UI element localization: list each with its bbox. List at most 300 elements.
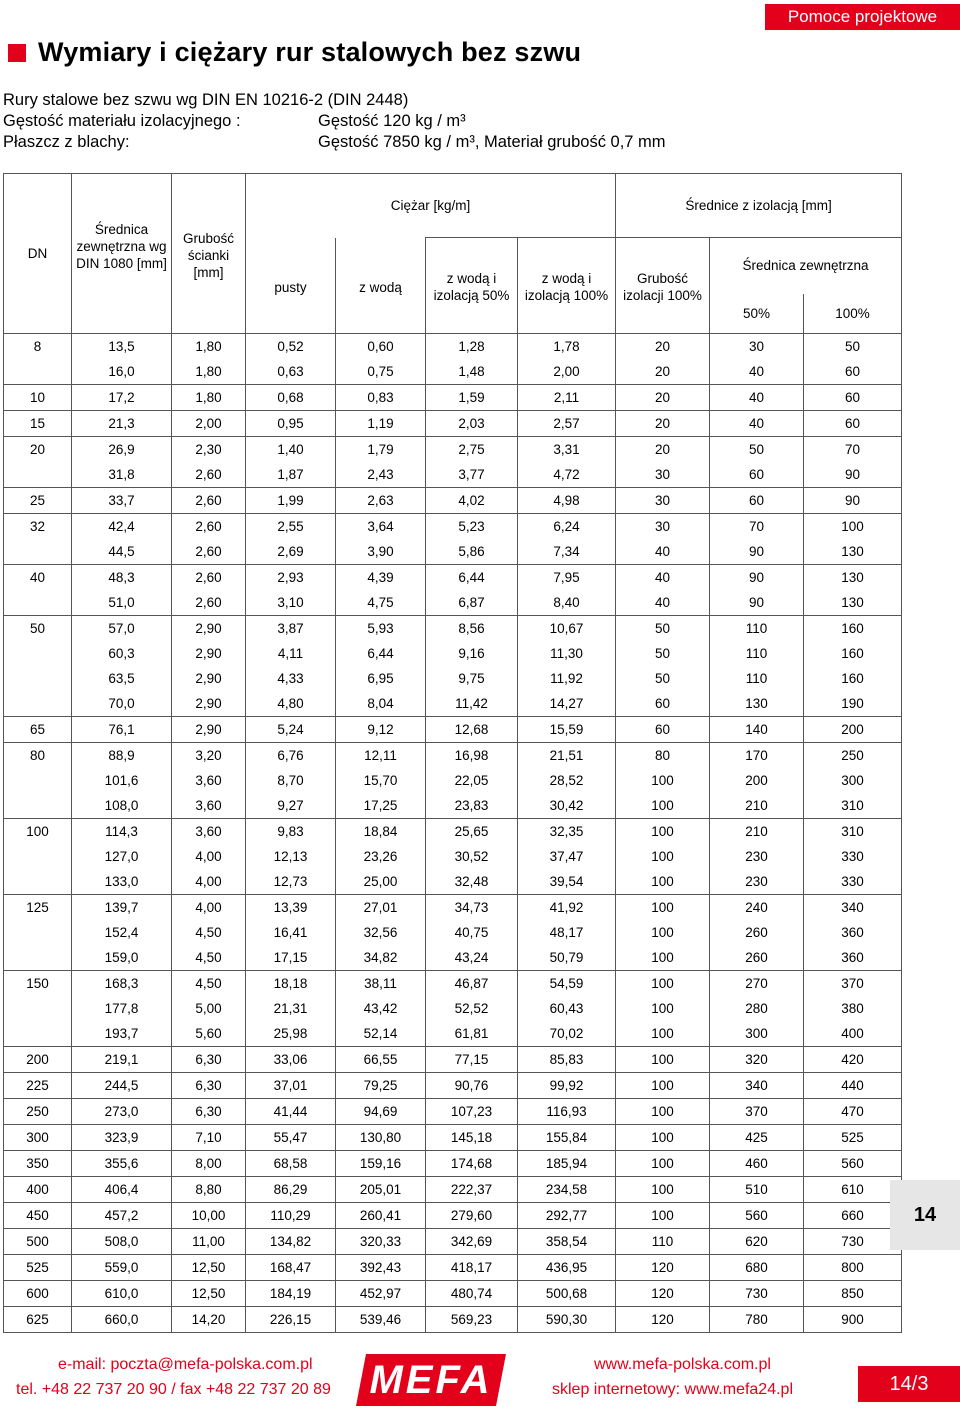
- table-cell: 2,63: [336, 488, 426, 514]
- table-cell: 1,80: [172, 385, 246, 411]
- table-cell: 25,65: [426, 819, 518, 845]
- table-cell: 16,98: [426, 743, 518, 769]
- table-cell: 559,0: [72, 1255, 172, 1281]
- intro-text: [3, 90, 666, 153]
- table-cell: [4, 462, 72, 488]
- table-cell: 620: [710, 1229, 804, 1255]
- table-row: [4, 462, 902, 488]
- table-cell: 436,95: [518, 1255, 616, 1281]
- table-cell: 116,93: [518, 1099, 616, 1125]
- table-cell: 33,06: [246, 1047, 336, 1073]
- table-cell: 310: [804, 793, 902, 819]
- table-cell: 48,3: [72, 565, 172, 591]
- table-cell: 355,6: [72, 1151, 172, 1177]
- intro-row-insulation: [3, 111, 666, 132]
- table-cell: 168,3: [72, 971, 172, 997]
- table-cell: 130: [804, 539, 902, 565]
- table-cell: 340: [804, 895, 902, 921]
- table-cell: 70,02: [518, 1021, 616, 1047]
- table-cell: 70: [804, 437, 902, 463]
- footer-phone: tel. +48 22 737 20 90 / fax +48 22 737 20 89: [16, 1381, 331, 1398]
- table-cell: 250: [4, 1099, 72, 1125]
- table-cell: 61,81: [426, 1021, 518, 1047]
- table-cell: 90: [710, 539, 804, 565]
- table-cell: 660: [804, 1203, 902, 1229]
- table-cell: 11,42: [426, 691, 518, 717]
- table-cell: 470: [804, 1099, 902, 1125]
- table-cell: 0,83: [336, 385, 426, 411]
- table-cell: 50: [616, 666, 710, 691]
- table-row: [4, 1307, 902, 1333]
- table-cell: 5,93: [336, 616, 426, 642]
- table-row: [4, 691, 902, 717]
- table-cell: 23,26: [336, 844, 426, 869]
- table-cell: 20: [616, 385, 710, 411]
- table-cell: 110: [710, 616, 804, 642]
- table-cell: [4, 920, 72, 945]
- table-cell: 66,55: [336, 1047, 426, 1073]
- table-row: [4, 768, 902, 793]
- table-cell: 500,68: [518, 1281, 616, 1307]
- table-cell: 525: [4, 1255, 72, 1281]
- table-row: [4, 616, 902, 642]
- table-cell: 174,68: [426, 1151, 518, 1177]
- table-cell: 370: [804, 971, 902, 997]
- header-water-ins50: z wodą i izolacją 50%: [426, 238, 518, 334]
- table-cell: 590,30: [518, 1307, 616, 1333]
- table-cell: 12,68: [426, 717, 518, 743]
- table-cell: 8,70: [246, 768, 336, 793]
- table-cell: 1,19: [336, 411, 426, 437]
- table-cell: 100: [616, 920, 710, 945]
- table-cell: 100: [616, 1177, 710, 1203]
- table-row: [4, 895, 902, 921]
- table-cell: 2,60: [172, 514, 246, 540]
- table-cell: 79,25: [336, 1073, 426, 1099]
- footer-email[interactable]: e-mail: poczta@mefa-polska.com.pl: [58, 1356, 313, 1373]
- table-cell: 2,60: [172, 590, 246, 616]
- table-row: [4, 334, 902, 360]
- table-cell: 30: [710, 334, 804, 360]
- table-cell: 8,56: [426, 616, 518, 642]
- table-cell: [4, 768, 72, 793]
- table-cell: 6,30: [172, 1073, 246, 1099]
- table-cell: 234,58: [518, 1177, 616, 1203]
- footer-website[interactable]: www.mefa-polska.com.pl: [594, 1356, 771, 1373]
- pipe-dimensions-table: [3, 173, 902, 1333]
- table-cell: 42,4: [72, 514, 172, 540]
- table-cell: 44,5: [72, 539, 172, 565]
- table-cell: 8,80: [172, 1177, 246, 1203]
- table-cell: 60: [710, 462, 804, 488]
- table-cell: 60,3: [72, 641, 172, 666]
- table-cell: 7,95: [518, 565, 616, 591]
- table-cell: 560: [710, 1203, 804, 1229]
- table-cell: 260: [710, 920, 804, 945]
- table-cell: 120: [616, 1307, 710, 1333]
- table-cell: 85,83: [518, 1047, 616, 1073]
- table-cell: 160: [804, 666, 902, 691]
- table-row: [4, 437, 902, 463]
- table-cell: 380: [804, 996, 902, 1021]
- table-cell: 160: [804, 616, 902, 642]
- table-cell: 18,18: [246, 971, 336, 997]
- table-cell: 3,64: [336, 514, 426, 540]
- table-cell: 730: [710, 1281, 804, 1307]
- header-empty: pusty: [246, 238, 336, 334]
- table-cell: 800: [804, 1255, 902, 1281]
- table-cell: 110,29: [246, 1203, 336, 1229]
- table-row: [4, 971, 902, 997]
- table-cell: 32,56: [336, 920, 426, 945]
- table-cell: 101,6: [72, 768, 172, 793]
- table-cell: 185,94: [518, 1151, 616, 1177]
- table-cell: 2,90: [172, 666, 246, 691]
- table-cell: 40: [616, 539, 710, 565]
- table-cell: 43,24: [426, 945, 518, 971]
- table-cell: 100: [616, 971, 710, 997]
- table-cell: [4, 869, 72, 895]
- table-cell: 145,18: [426, 1125, 518, 1151]
- table-cell: 12,50: [172, 1255, 246, 1281]
- table-cell: 4,00: [172, 895, 246, 921]
- table-cell: 60: [804, 411, 902, 437]
- table-cell: 57,0: [72, 616, 172, 642]
- header-50pct: 50%: [710, 294, 804, 334]
- table-cell: 22,05: [426, 768, 518, 793]
- table-cell: 52,14: [336, 1021, 426, 1047]
- table-cell: 5,24: [246, 717, 336, 743]
- table-row: [4, 1099, 902, 1125]
- table-cell: [4, 996, 72, 1021]
- footer-shop[interactable]: sklep internetowy: www.mefa24.pl: [552, 1381, 793, 1398]
- top-bar: [0, 0, 960, 34]
- table-cell: 273,0: [72, 1099, 172, 1125]
- table-cell: 39,54: [518, 869, 616, 895]
- table-cell: 0,95: [246, 411, 336, 437]
- table-cell: 15,59: [518, 717, 616, 743]
- table-cell: 300: [4, 1125, 72, 1151]
- table-cell: 60: [616, 691, 710, 717]
- table-row: [4, 920, 902, 945]
- table-cell: 90: [804, 462, 902, 488]
- table-cell: 222,37: [426, 1177, 518, 1203]
- table-cell: 0,60: [336, 334, 426, 360]
- table-cell: 219,1: [72, 1047, 172, 1073]
- table-cell: 525: [804, 1125, 902, 1151]
- table-cell: 900: [804, 1307, 902, 1333]
- table-row: [4, 1255, 902, 1281]
- table-row: [4, 844, 902, 869]
- table-cell: 107,23: [426, 1099, 518, 1125]
- intro-insulation-value: Gęstość 120 kg / m³: [318, 112, 466, 130]
- table-row: [4, 945, 902, 971]
- table-cell: 100: [616, 793, 710, 819]
- table-cell: 190: [804, 691, 902, 717]
- table-cell: 13,5: [72, 334, 172, 360]
- table-cell: 260,41: [336, 1203, 426, 1229]
- table-cell: 33,7: [72, 488, 172, 514]
- table-cell: 100: [616, 996, 710, 1021]
- table-cell: 100: [4, 819, 72, 845]
- table-cell: 2,93: [246, 565, 336, 591]
- footer-page-number: 14/3: [858, 1366, 960, 1402]
- table-cell: 2,60: [172, 565, 246, 591]
- table-cell: 10: [4, 385, 72, 411]
- table-cell: 10,00: [172, 1203, 246, 1229]
- table-cell: 2,60: [172, 462, 246, 488]
- table-cell: 3,20: [172, 743, 246, 769]
- table-cell: 40,75: [426, 920, 518, 945]
- table-cell: 160: [804, 641, 902, 666]
- table-cell: 100: [804, 514, 902, 540]
- table-row: [4, 996, 902, 1021]
- table-cell: 99,92: [518, 1073, 616, 1099]
- table-cell: 270: [710, 971, 804, 997]
- table-cell: 2,55: [246, 514, 336, 540]
- table-cell: 80: [4, 743, 72, 769]
- table-cell: 4,50: [172, 971, 246, 997]
- table-cell: 90: [710, 590, 804, 616]
- table-row: [4, 565, 902, 591]
- table-cell: 5,86: [426, 539, 518, 565]
- table-cell: 4,00: [172, 869, 246, 895]
- table-cell: 1,28: [426, 334, 518, 360]
- intro-cladding-label: Płaszcz z blachy:: [3, 133, 130, 151]
- table-cell: 392,43: [336, 1255, 426, 1281]
- table-cell: 4,39: [336, 565, 426, 591]
- table-cell: 11,00: [172, 1229, 246, 1255]
- table-cell: 110: [710, 666, 804, 691]
- table-cell: 280: [710, 996, 804, 1021]
- table-cell: 15: [4, 411, 72, 437]
- table-cell: 0,68: [246, 385, 336, 411]
- table-cell: 780: [710, 1307, 804, 1333]
- side-page-number: 14: [890, 1180, 960, 1250]
- table-cell: 200: [710, 768, 804, 793]
- table-cell: 152,4: [72, 920, 172, 945]
- table-cell: 20: [616, 334, 710, 360]
- table-cell: 4,72: [518, 462, 616, 488]
- table-cell: 4,50: [172, 945, 246, 971]
- table-cell: 244,5: [72, 1073, 172, 1099]
- table-cell: 130: [804, 565, 902, 591]
- table-cell: 418,17: [426, 1255, 518, 1281]
- table-cell: 457,2: [72, 1203, 172, 1229]
- table-cell: 420: [804, 1047, 902, 1073]
- table-cell: 250: [804, 743, 902, 769]
- table-cell: [4, 590, 72, 616]
- table-cell: 15,70: [336, 768, 426, 793]
- table-cell: 6,30: [172, 1047, 246, 1073]
- table-cell: 200: [4, 1047, 72, 1073]
- table-cell: 8,04: [336, 691, 426, 717]
- table-cell: 6,30: [172, 1099, 246, 1125]
- table-cell: 539,46: [336, 1307, 426, 1333]
- table-cell: 1,87: [246, 462, 336, 488]
- table-cell: 510: [710, 1177, 804, 1203]
- table-row: [4, 1125, 902, 1151]
- footer: [0, 1350, 960, 1414]
- table-cell: 60: [710, 488, 804, 514]
- table-cell: 40: [616, 565, 710, 591]
- table-cell: 342,69: [426, 1229, 518, 1255]
- table-row: [4, 1203, 902, 1229]
- table-cell: 16,41: [246, 920, 336, 945]
- table-cell: 32,48: [426, 869, 518, 895]
- table-cell: 34,73: [426, 895, 518, 921]
- table-cell: 11,30: [518, 641, 616, 666]
- table-cell: 127,0: [72, 844, 172, 869]
- table-cell: 37,01: [246, 1073, 336, 1099]
- table-cell: 210: [710, 819, 804, 845]
- table-cell: 17,2: [72, 385, 172, 411]
- table-cell: 610,0: [72, 1281, 172, 1307]
- table-cell: 110: [710, 641, 804, 666]
- table-cell: 184,19: [246, 1281, 336, 1307]
- table-cell: 70: [710, 514, 804, 540]
- header-wall-thickness: Grubość ścianki [mm]: [172, 174, 246, 334]
- table-cell: 400: [4, 1177, 72, 1203]
- table-cell: 100: [616, 1099, 710, 1125]
- header-weight-group: Ciężar [kg/m]: [246, 174, 616, 238]
- table-cell: 159,16: [336, 1151, 426, 1177]
- table-cell: 114,3: [72, 819, 172, 845]
- table-cell: 480,74: [426, 1281, 518, 1307]
- table-cell: 2,90: [172, 691, 246, 717]
- header-water-ins100: z wodą i izolacją 100%: [518, 238, 616, 334]
- table-cell: 50,79: [518, 945, 616, 971]
- table-cell: 110: [616, 1229, 710, 1255]
- table-cell: 177,8: [72, 996, 172, 1021]
- table-cell: 1,78: [518, 334, 616, 360]
- table-cell: 300: [710, 1021, 804, 1047]
- table-cell: 25,00: [336, 869, 426, 895]
- table-row: [4, 411, 902, 437]
- table-cell: 4,75: [336, 590, 426, 616]
- table-row: [4, 793, 902, 819]
- table-cell: 310: [804, 819, 902, 845]
- table-cell: 7,34: [518, 539, 616, 565]
- table-cell: 43,42: [336, 996, 426, 1021]
- table-cell: 159,0: [72, 945, 172, 971]
- table-cell: 50: [616, 616, 710, 642]
- table-cell: 330: [804, 844, 902, 869]
- table-cell: 100: [616, 1021, 710, 1047]
- table-cell: 17,25: [336, 793, 426, 819]
- table-cell: 130: [710, 691, 804, 717]
- table-cell: 80: [616, 743, 710, 769]
- table-cell: 30,42: [518, 793, 616, 819]
- mefa-logo: [356, 1354, 506, 1406]
- table-cell: 400: [804, 1021, 902, 1047]
- table-cell: 21,51: [518, 743, 616, 769]
- table-cell: 100: [616, 1073, 710, 1099]
- table-cell: 730: [804, 1229, 902, 1255]
- table-cell: 21,31: [246, 996, 336, 1021]
- table-cell: 100: [616, 1047, 710, 1073]
- table-cell: 2,90: [172, 717, 246, 743]
- table-cell: 660,0: [72, 1307, 172, 1333]
- table-cell: 18,84: [336, 819, 426, 845]
- table-cell: 1,79: [336, 437, 426, 463]
- table-cell: 100: [616, 895, 710, 921]
- table-cell: 406,4: [72, 1177, 172, 1203]
- table-cell: 225: [4, 1073, 72, 1099]
- table-cell: 5,00: [172, 996, 246, 1021]
- table-cell: 40: [616, 590, 710, 616]
- table-row: [4, 514, 902, 540]
- table-cell: 1,40: [246, 437, 336, 463]
- table-cell: 205,01: [336, 1177, 426, 1203]
- header-100pct: 100%: [804, 294, 902, 334]
- table-row: [4, 385, 902, 411]
- table-cell: 360: [804, 920, 902, 945]
- table-cell: 210: [710, 793, 804, 819]
- table-row: [4, 1151, 902, 1177]
- table-cell: 3,60: [172, 793, 246, 819]
- table-cell: 20: [4, 437, 72, 463]
- table-cell: 0,63: [246, 359, 336, 385]
- table-cell: 2,11: [518, 385, 616, 411]
- table-cell: 38,11: [336, 971, 426, 997]
- table-row: [4, 717, 902, 743]
- table-cell: 7,10: [172, 1125, 246, 1151]
- table-cell: 20: [616, 359, 710, 385]
- table-cell: 1,80: [172, 334, 246, 360]
- table-cell: 12,73: [246, 869, 336, 895]
- intro-row-cladding: [3, 132, 666, 153]
- table-cell: 60,43: [518, 996, 616, 1021]
- table-cell: 70,0: [72, 691, 172, 717]
- table-cell: 30: [616, 462, 710, 488]
- table-cell: 55,47: [246, 1125, 336, 1151]
- table-cell: [4, 539, 72, 565]
- table-cell: 360: [804, 945, 902, 971]
- table-cell: 40: [710, 359, 804, 385]
- table-cell: 3,10: [246, 590, 336, 616]
- header-insulation-thickness: Grubość izolacji 100%: [616, 238, 710, 334]
- table-cell: 610: [804, 1177, 902, 1203]
- table-cell: 41,44: [246, 1099, 336, 1125]
- table-cell: 100: [616, 1151, 710, 1177]
- table-cell: 2,00: [518, 359, 616, 385]
- table-cell: 23,83: [426, 793, 518, 819]
- table-cell: 260: [710, 945, 804, 971]
- table-cell: 50: [710, 437, 804, 463]
- table-cell: 60: [804, 385, 902, 411]
- table-cell: [4, 691, 72, 717]
- table-cell: 279,60: [426, 1203, 518, 1229]
- table-cell: 200: [804, 717, 902, 743]
- table-cell: 1,59: [426, 385, 518, 411]
- table-cell: [4, 666, 72, 691]
- table-cell: 25: [4, 488, 72, 514]
- table-cell: 16,0: [72, 359, 172, 385]
- table-cell: 4,98: [518, 488, 616, 514]
- table-cell: 77,15: [426, 1047, 518, 1073]
- table-cell: [4, 844, 72, 869]
- table-cell: 51,0: [72, 590, 172, 616]
- table-cell: 6,87: [426, 590, 518, 616]
- table-cell: 2,60: [172, 488, 246, 514]
- table-cell: 94,69: [336, 1099, 426, 1125]
- table-row: [4, 641, 902, 666]
- table-cell: 30: [616, 514, 710, 540]
- table-cell: 14,27: [518, 691, 616, 717]
- table-cell: 150: [4, 971, 72, 997]
- table-cell: 1,48: [426, 359, 518, 385]
